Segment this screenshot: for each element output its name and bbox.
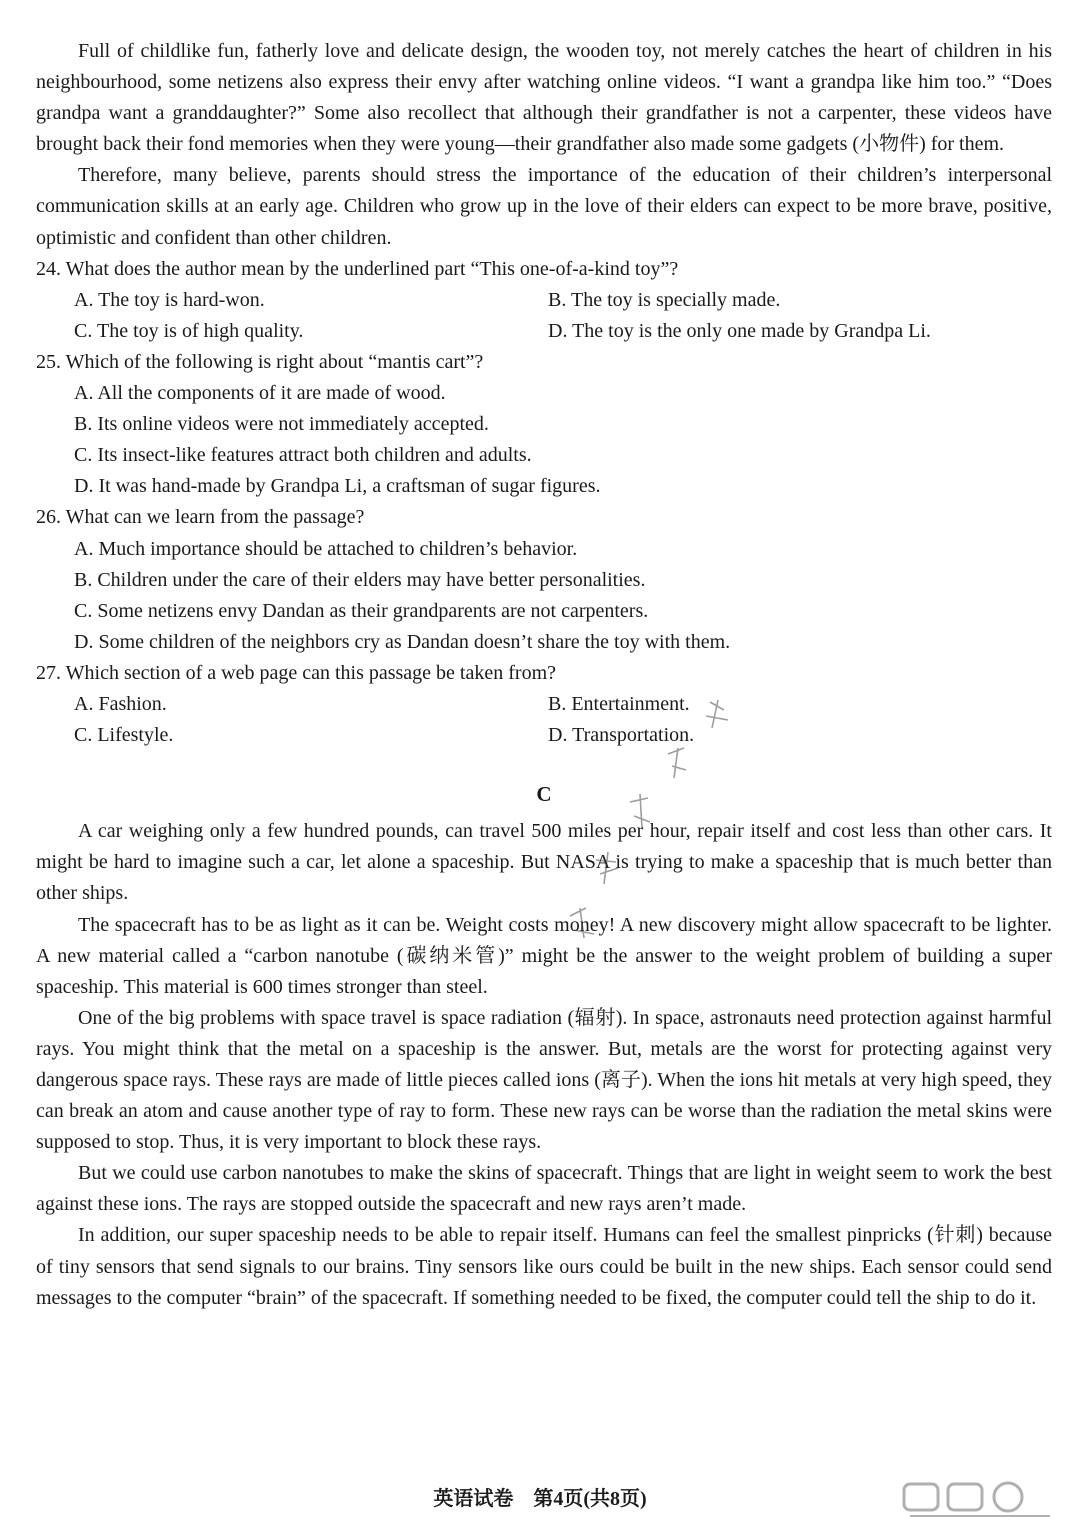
option-d: D. Transportation. bbox=[548, 724, 695, 747]
option-a: A. Much importance should be attached to children’s behavior. bbox=[74, 537, 578, 560]
option-d: D. It was hand-made by Grandpa Li, a craftsman of sugar figures. bbox=[74, 475, 601, 498]
question-25 bbox=[36, 347, 1052, 502]
passage-paragraph: A car weighing only a few hundred pounds, can travel 500 miles per hour, repair itself and cost less than other cars. It might be hard to imagine such a car, let alone a spaceship. But NASA is trying to make a spaceship that is much better than other ships. bbox=[36, 820, 1052, 905]
question-stem: 25. Which of the following is right about “mantis cart”? bbox=[36, 350, 484, 373]
section-heading: C bbox=[536, 782, 552, 807]
option-d: D. Some children of the neighbors cry as Dandan doesn’t share the toy with them. bbox=[74, 630, 731, 653]
exam-page bbox=[36, 36, 1052, 1314]
question-27 bbox=[36, 658, 1052, 751]
option-c: C. Lifestyle. bbox=[74, 724, 174, 747]
question-26 bbox=[36, 502, 1052, 657]
option-a: A. All the components of it are made of wood. bbox=[74, 382, 446, 405]
option-b: B. Its online videos were not immediately accepted. bbox=[74, 413, 489, 436]
question-stem: 27. Which section of a web page can this passage be taken from? bbox=[36, 661, 556, 684]
option-d: D. The toy is the only one made by Grandpa Li. bbox=[548, 319, 931, 342]
watermark-icon bbox=[560, 690, 780, 990]
question-stem: 26. What can we learn from the passage? bbox=[36, 506, 365, 529]
option-b: B. Entertainment. bbox=[548, 692, 690, 715]
passage-paragraph: In addition, our super spaceship needs to be able to repair itself. Humans can feel the smallest pinpricks (针刺) because of tiny sensors that send signals to our brains. Tiny sensors like ours could be built in the new ships. Each sensor could send messages to the computer “brain” of the spacecraft. If something needed to be fixed, the computer could tell the ship to do it. bbox=[36, 1224, 1052, 1309]
passage-paragraph: But we could use carbon nanotubes to make the skins of spacecraft. Things that are light in weight seem to work the best against these ions. The rays are stopped outside the spacecraft and new rays aren’t made. bbox=[36, 1162, 1052, 1216]
passage-paragraph: One of the big problems with space travel is space radiation (辐射). In space, astronauts need protection against harmful rays. You might think that the metal on a spaceship is the answer. But, metals are the worst for protecting against very dangerous space rays. These rays are made of little pieces called ions (离子). When the ions hit metals at very high speed, they can break an atom and cause another type of ray to form. These new rays can be worse than the radiation the metal skins were supposed to stop. Thus, it is very important to block these rays. bbox=[36, 1006, 1052, 1154]
question-stem: 24. What does the author mean by the underlined part “This one-of-a-kind toy”? bbox=[36, 257, 679, 280]
option-a: A. Fashion. bbox=[74, 692, 167, 715]
option-b: B. Children under the care of their elders may have better personalities. bbox=[74, 568, 646, 591]
question-24 bbox=[36, 254, 1052, 347]
watermark-logo bbox=[560, 690, 780, 990]
option-c: C. Its insect-like features attract both children and adults. bbox=[74, 444, 532, 467]
option-c: C. The toy is of high quality. bbox=[74, 319, 304, 342]
passage-paragraph: Therefore, many believe, parents should stress the importance of the education of their children’s interpersonal communication skills at an early age. Children who grow up in the love of their elders can expect to be more brave, positive, optimistic and confident than other children. bbox=[36, 164, 1052, 249]
option-a: A. The toy is hard-won. bbox=[74, 288, 265, 311]
passage-paragraph: Full of childlike fun, fatherly love and delicate design, the wooden toy, not merely catches the heart of children in his neighbourhood, some netizens also express their envy after watching online videos. “I want a grandpa like him too.” “Does grandpa want a granddaughter?” Some also recollect that although their grandfather is not a carpenter, these videos have brought back their fond memories when they were young—their grandfather also made some gadgets (小物件) for them. bbox=[36, 40, 1052, 156]
option-b: B. The toy is specially made. bbox=[548, 288, 781, 311]
page-footer: 英语试卷 第4页(共8页) bbox=[433, 1488, 647, 1510]
option-c: C. Some netizens envy Dandan as their grandparents are not carpenters. bbox=[74, 599, 649, 622]
passage-paragraph: The spacecraft has to be as light as it can be. Weight costs money! A new discovery might allow spacecraft to be lighter. A new material called a “carbon nanotube (碳纳米管)” might be the answer to the weight problem of building a super spaceship. This material is 600 times stronger than steel. bbox=[36, 913, 1052, 998]
